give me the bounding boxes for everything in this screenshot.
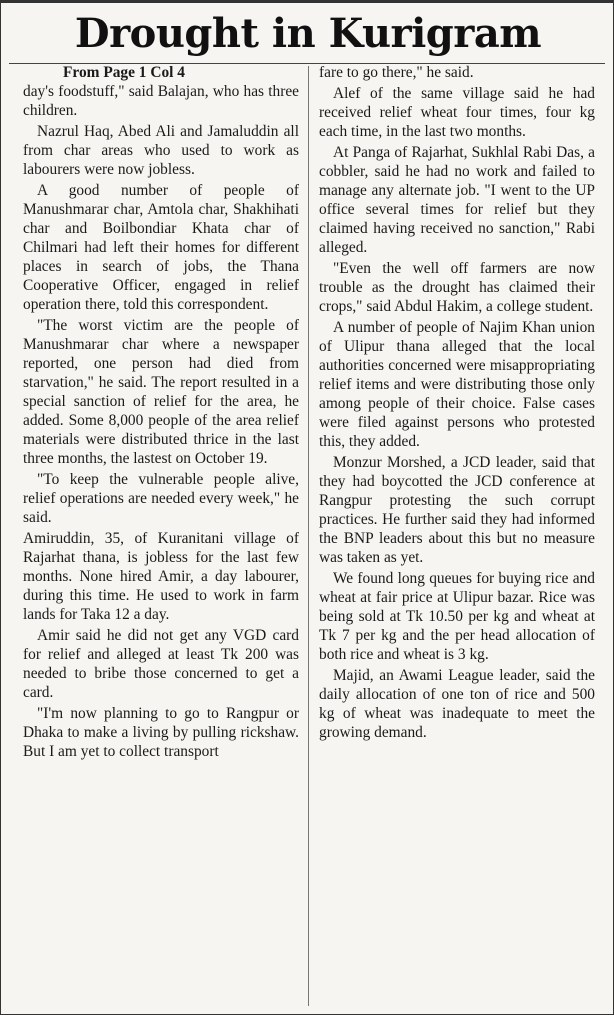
paragraph: Alef of the same village said he had received relief wheat four times, four kg each time, in the last two months.	[319, 85, 595, 140]
paragraph: A good number of people of Manushmarar char, Amtola char, Shakhihati char and Boilbondiar Khata char of Chilmari had left their homes for different places in search of jobs, the Thana Cooperative Officer, engaged in relief operation there, told this correspondent.	[23, 182, 299, 313]
paragraph: Majid, an Awami League leader, said the daily allocation of one ton of rice and 500 kg of wheat was inadequate to meet the growing demand.	[319, 667, 595, 741]
paragraph: At Panga of Rajarhat, Sukhlal Rabi Das, a cobbler, said he had no work and failed to manage any alternate job. "I went to the UP office several times for relief but they claimed having received no sanction," Rabi alleged.	[319, 144, 595, 256]
right-column	[319, 63, 595, 1011]
paragraph: Amir said he did not get any VGD card for relief and alleged at least Tk 200 was needed to bribe those concerned to get a card.	[23, 627, 299, 701]
paragraph: "I'm now planning to go to Rangpur or Dhaka to make a living by pulling rickshaw. But I am yet to collect transport	[23, 705, 299, 760]
paragraph: Nazrul Haq, Abed Ali and Jamaluddin all from char areas who used to work as labourers were now jobless.	[23, 123, 299, 178]
paragraph: "The worst victim are the people of Manushmarar char where a newspaper reported, one person had died from starvation," he said. The report resulted in a special sanction of relief for the area, he added. Some 8,000 people of the area relief materials were distributed thrice in the last three months, the lastest on October 19.	[23, 317, 299, 467]
paragraph: We found long queues for buying rice and wheat at fair price at Ulipur bazar. Rice was being sold at Tk 10.50 per kg and wheat at Tk 7 per kg and the per head allocation of both rice and wheat is 3 kg.	[319, 570, 595, 663]
paragraph: "To keep the vulnerable people alive, relief operations are needed every week," he said.	[23, 471, 299, 526]
column-divider	[308, 66, 309, 1006]
paragraph: Amiruddin, 35, of Kuranitani village of Rajarhat thana, is jobless for the last few months. None hired Amir, a day labourer, during this time. He used to work in farm lands for Taka 12 a day.	[23, 530, 299, 623]
headline: Drought in Kurigram	[74, 10, 542, 57]
left-column	[23, 63, 299, 1011]
paragraph: A number of people of Najim Khan union of Ulipur thana alleged that the local authorities concerned were misappropriating relief items and were distributing those only among people of their choice. False cases were filed against persons who protested this, they added.	[319, 319, 595, 450]
paragraph: "Even the well off farmers are now trouble as the drought has claimed their crops," said Abdul Hakim, a college student.	[319, 260, 595, 315]
jump-line: From Page 1 Col 4	[63, 64, 185, 81]
paragraph: Monzur Morshed, a JCD leader, said that they had boycotted the JCD conference at Rangpur protesting the such corrupt practices. He further said they had informed the BNP leaders about this but no measure was taken as yet.	[319, 454, 595, 566]
paragraph: day's foodstuff," said Balajan, who has three children.	[23, 83, 299, 119]
paragraph: fare to go there," he said.	[319, 64, 474, 81]
